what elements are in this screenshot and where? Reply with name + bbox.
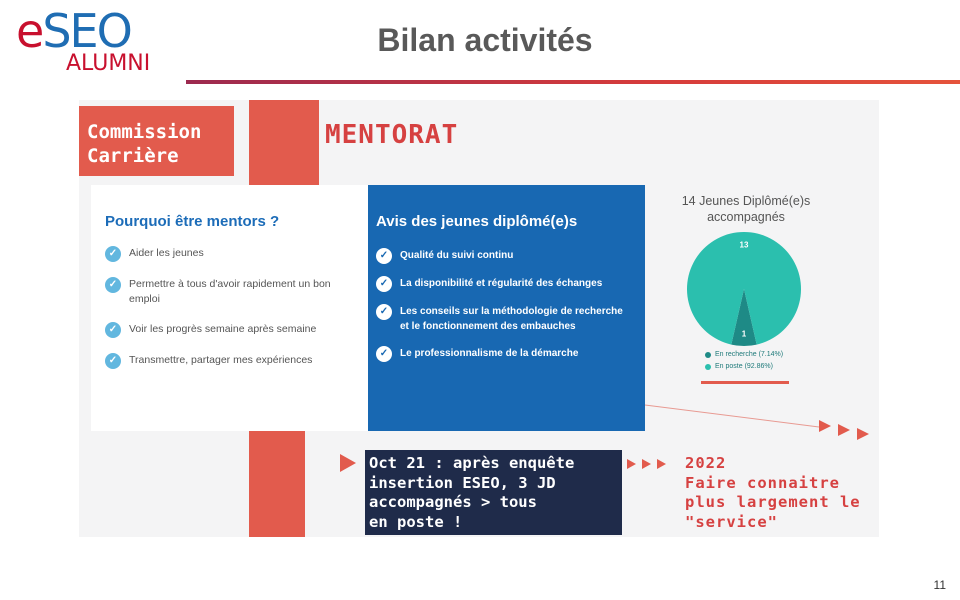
- october-survey-box: [365, 450, 622, 535]
- list-item-text: Voir les progrès semaine après semaine: [129, 323, 317, 335]
- list-item-text: La disponibilité et régularité des échanges: [400, 278, 603, 289]
- check-circle-icon: ✓: [376, 276, 392, 292]
- eseo-wordmark: [16, 4, 131, 58]
- title-underline: [186, 80, 960, 84]
- list-item-text: Qualité du suivi continu: [400, 250, 514, 261]
- triangle-arrow-icon: [642, 459, 651, 469]
- pie-value-label: 1: [741, 329, 747, 339]
- goal-line: "service": [685, 512, 778, 531]
- pie-value-label: 13: [739, 240, 749, 250]
- logo-alumni: ALUMNI: [66, 51, 151, 76]
- mentorat-heading: MENTORAT: [325, 120, 459, 150]
- triangle-arrow-icon: [819, 420, 831, 432]
- triangle-arrow-icon: [838, 424, 850, 436]
- triangle-arrow-icon: [657, 459, 666, 469]
- pie-chart-title: 14 Jeunes Diplômé(e)s accompagnés: [681, 194, 811, 224]
- goal-line: Faire connaitre: [685, 473, 840, 492]
- check-circle-icon: ✓: [376, 248, 392, 264]
- oct-line: Oct 21 : après enquête: [369, 454, 575, 472]
- check-circle-icon: ✓: [105, 277, 121, 293]
- graduates-feedback-title: Avis des jeunes diplômé(e)s: [376, 213, 578, 230]
- goal-line: 2022: [685, 454, 727, 472]
- goal-line: plus largement le: [685, 493, 861, 511]
- eseo-alumni-logo: [16, 4, 161, 78]
- oct-line: accompagnés > tous: [369, 493, 537, 511]
- legend-label: En recherche (7.14%): [715, 351, 784, 358]
- triangle-arrow-icon: [627, 459, 636, 469]
- legend-label: En poste (92.86%): [715, 363, 773, 370]
- oct-line: insertion ESEO, 3 JD: [369, 473, 556, 492]
- slide-title: Bilan activités: [377, 22, 593, 58]
- commission-line-2: Carrière: [87, 145, 179, 167]
- list-item-text: Aider les jeunes: [129, 247, 204, 259]
- check-circle-icon: ✓: [376, 346, 392, 362]
- triangle-arrow-icon: [857, 428, 869, 440]
- oct-line: en poste !: [369, 512, 463, 531]
- page-number: 11: [933, 578, 946, 592]
- check-circle-icon: ✓: [105, 246, 121, 262]
- list-item-text: Le professionnalisme de la démarche: [400, 348, 579, 359]
- list-item-text: Permettre à tous d'avoir rapidement un bon emploi: [129, 278, 331, 305]
- list-item-text: Les conseils sur la méthodologie de recherche et le fonctionnement des embauches: [400, 306, 623, 332]
- check-circle-icon: ✓: [376, 304, 392, 320]
- check-circle-icon: ✓: [105, 353, 121, 369]
- list-item-text: Transmettre, partager mes expériences: [129, 354, 313, 366]
- check-circle-icon: ✓: [105, 322, 121, 338]
- mentorat-slide-image: [79, 100, 879, 537]
- why-mentor-title: Pourquoi être mentors ?: [105, 213, 280, 230]
- logo-seo: SEO: [42, 4, 131, 58]
- commission-line-1: Commission: [87, 121, 202, 143]
- logo-e: e: [16, 4, 43, 58]
- triangle-arrow-icon: [340, 454, 356, 472]
- goal-2022-text: [685, 454, 861, 532]
